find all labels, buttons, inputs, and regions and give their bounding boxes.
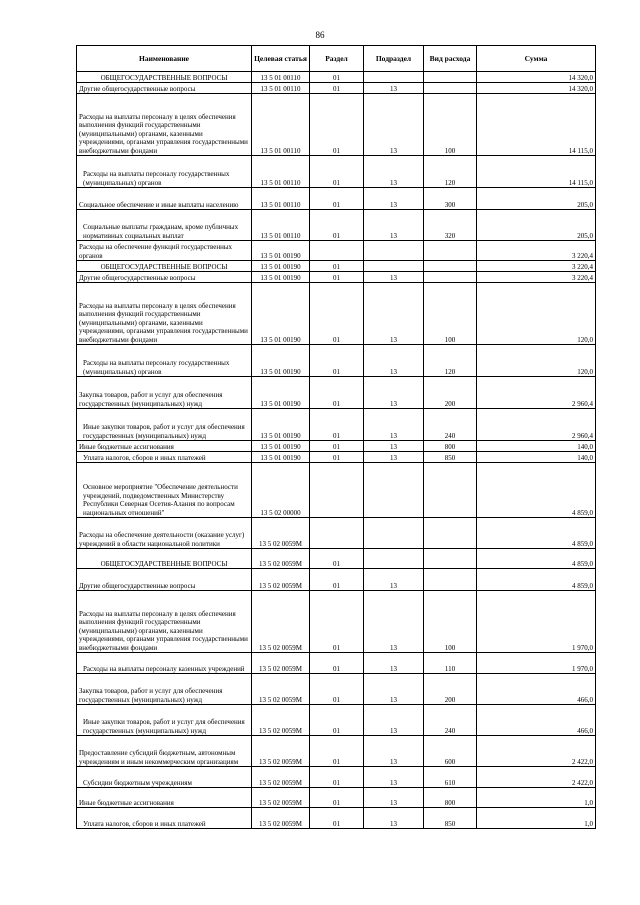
row-subsection: 13 <box>364 210 424 241</box>
header-name: Наименование <box>77 46 252 72</box>
row-expense-type: 240 <box>424 705 477 736</box>
row-target-code: 13 5 02 0059M <box>252 591 310 653</box>
row-section: 01 <box>310 409 364 441</box>
row-amount: 140,0 <box>477 452 596 463</box>
header-subsection: Подраздел <box>364 46 424 72</box>
table-row <box>77 283 596 345</box>
row-amount: 2 422,0 <box>477 767 596 788</box>
row-subsection: 13 <box>364 283 424 345</box>
row-section: 01 <box>310 72 364 83</box>
row-expense-type <box>424 569 477 591</box>
row-target-code: 13 5 02 0059M <box>252 808 310 829</box>
row-subsection: 13 <box>364 788 424 808</box>
table-row <box>77 518 596 549</box>
table-row <box>77 736 596 767</box>
row-amount: 4 859,0 <box>477 569 596 591</box>
table-row <box>77 83 596 94</box>
row-section: 01 <box>310 674 364 705</box>
row-name: Другие общегосударственные вопросы <box>77 83 252 94</box>
row-target-code: 13 5 01 00190 <box>252 261 310 272</box>
row-section: 01 <box>310 452 364 463</box>
row-subsection <box>364 261 424 272</box>
row-section: 01 <box>310 94 364 156</box>
table-row <box>77 591 596 653</box>
row-target-code: 13 5 01 00190 <box>252 272 310 283</box>
row-target-code: 13 5 02 0059M <box>252 705 310 736</box>
row-name: Иные закупки товаров, работ и услуг для обеспечения государственных (муниципальных) нужд <box>77 705 252 736</box>
row-amount: 466,0 <box>477 705 596 736</box>
row-expense-type: 240 <box>424 409 477 441</box>
row-expense-type: 100 <box>424 94 477 156</box>
row-subsection: 13 <box>364 94 424 156</box>
row-section: 01 <box>310 808 364 829</box>
row-name: Основное мероприятие "Обеспечение деятельности учреждений, подведомственных Министерству Республики Северная Осетия-Алания по вопросам национальных отношений" <box>77 463 252 518</box>
row-subsection <box>364 72 424 83</box>
row-section <box>310 241 364 261</box>
row-amount: 1 970,0 <box>477 653 596 674</box>
row-expense-type <box>424 463 477 518</box>
row-target-code: 13 5 02 0059M <box>252 518 310 549</box>
row-amount: 14 320,0 <box>477 72 596 83</box>
table-row <box>77 441 596 452</box>
row-name: ОБЩЕГОСУДАРСТВЕННЫЕ ВОПРОСЫ <box>77 72 252 83</box>
row-name: Другие общегосударственные вопросы <box>77 272 252 283</box>
row-name: Уплата налогов, сборов и иных платежей <box>77 452 252 463</box>
header-section: Раздел <box>310 46 364 72</box>
row-name: Предоставление субсидий бюджетным, автономным учреждениям и иным некоммерческим организациям <box>77 736 252 767</box>
row-subsection: 13 <box>364 188 424 210</box>
row-expense-type: 200 <box>424 377 477 409</box>
row-section: 01 <box>310 441 364 452</box>
table-row <box>77 94 596 156</box>
row-amount: 14 115,0 <box>477 94 596 156</box>
row-target-code: 13 5 02 0059M <box>252 788 310 808</box>
row-section: 01 <box>310 261 364 272</box>
row-amount: 140,0 <box>477 441 596 452</box>
row-amount: 1 970,0 <box>477 591 596 653</box>
row-section: 01 <box>310 788 364 808</box>
row-subsection <box>364 463 424 518</box>
row-expense-type: 200 <box>424 674 477 705</box>
row-expense-type <box>424 72 477 83</box>
row-target-code: 13 5 01 00190 <box>252 377 310 409</box>
row-section: 01 <box>310 767 364 788</box>
row-subsection: 13 <box>364 83 424 94</box>
row-target-code: 13 5 01 00190 <box>252 283 310 345</box>
row-expense-type <box>424 518 477 549</box>
row-target-code: 13 5 02 00000 <box>252 463 310 518</box>
row-name: Закупка товаров, работ и услуг для обеспечения государственных (муниципальных) нужд <box>77 377 252 409</box>
row-amount: 14 320,0 <box>477 83 596 94</box>
row-name: Расходы на выплаты персоналу государственных (муниципальных) органов <box>77 156 252 188</box>
row-expense-type: 800 <box>424 441 477 452</box>
row-name: Другие общегосударственные вопросы <box>77 569 252 591</box>
row-section: 01 <box>310 549 364 569</box>
row-expense-type: 610 <box>424 767 477 788</box>
table-row <box>77 463 596 518</box>
row-section: 01 <box>310 283 364 345</box>
row-expense-type <box>424 83 477 94</box>
row-amount: 2 960,4 <box>477 409 596 441</box>
row-expense-type <box>424 549 477 569</box>
table-row <box>77 261 596 272</box>
row-expense-type: 100 <box>424 283 477 345</box>
row-amount: 3 220,4 <box>477 261 596 272</box>
row-name: Социальное обеспечение и иные выплаты населению <box>77 188 252 210</box>
row-amount: 3 220,4 <box>477 272 596 283</box>
row-section: 01 <box>310 210 364 241</box>
row-target-code: 13 5 01 00190 <box>252 241 310 261</box>
row-name: Иные бюджетные ассигнования <box>77 788 252 808</box>
row-target-code: 13 5 01 00190 <box>252 409 310 441</box>
row-expense-type <box>424 261 477 272</box>
row-subsection: 13 <box>364 441 424 452</box>
row-expense-type: 800 <box>424 788 477 808</box>
row-target-code: 13 5 01 00110 <box>252 210 310 241</box>
row-amount: 120,0 <box>477 345 596 377</box>
row-name: Иные закупки товаров, работ и услуг для обеспечения государственных (муниципальных) нужд <box>77 409 252 441</box>
row-name: ОБЩЕГОСУДАРСТВЕННЫЕ ВОПРОСЫ <box>77 549 252 569</box>
row-subsection: 13 <box>364 272 424 283</box>
row-amount: 120,0 <box>477 283 596 345</box>
row-target-code: 13 5 01 00110 <box>252 72 310 83</box>
row-target-code: 13 5 02 0059M <box>252 674 310 705</box>
row-subsection: 13 <box>364 452 424 463</box>
row-amount: 2 422,0 <box>477 736 596 767</box>
row-subsection: 13 <box>364 767 424 788</box>
row-expense-type <box>424 272 477 283</box>
row-subsection: 13 <box>364 705 424 736</box>
row-subsection: 13 <box>364 156 424 188</box>
row-target-code: 13 5 01 00110 <box>252 156 310 188</box>
row-subsection: 13 <box>364 409 424 441</box>
row-subsection <box>364 518 424 549</box>
table-row <box>77 241 596 261</box>
row-amount: 3 220,4 <box>477 241 596 261</box>
header-target: Целевая статья <box>252 46 310 72</box>
header-row <box>77 46 596 72</box>
row-target-code: 13 5 01 00110 <box>252 188 310 210</box>
row-expense-type: 110 <box>424 653 477 674</box>
row-amount: 4 859,0 <box>477 463 596 518</box>
row-target-code: 13 5 01 00110 <box>252 83 310 94</box>
table-row <box>77 705 596 736</box>
row-name: Расходы на обеспечение функций государственных органов <box>77 241 252 261</box>
row-amount: 14 115,0 <box>477 156 596 188</box>
row-target-code: 13 5 02 0059M <box>252 569 310 591</box>
row-name: Расходы на выплаты персоналу казенных учреждений <box>77 653 252 674</box>
row-target-code: 13 5 01 00110 <box>252 94 310 156</box>
header-expense-type: Вид расхода <box>424 46 477 72</box>
table-row <box>77 210 596 241</box>
row-expense-type <box>424 241 477 261</box>
row-section <box>310 518 364 549</box>
row-section <box>310 463 364 518</box>
table-row <box>77 549 596 569</box>
row-amount: 205,0 <box>477 210 596 241</box>
table-row <box>77 272 596 283</box>
row-section: 01 <box>310 569 364 591</box>
row-expense-type: 120 <box>424 345 477 377</box>
row-subsection: 13 <box>364 377 424 409</box>
row-amount: 2 960,4 <box>477 377 596 409</box>
row-section: 01 <box>310 736 364 767</box>
table-row <box>77 156 596 188</box>
table-row <box>77 452 596 463</box>
row-amount: 4 859,0 <box>477 549 596 569</box>
table-row <box>77 653 596 674</box>
row-subsection: 13 <box>364 591 424 653</box>
row-amount: 205,0 <box>477 188 596 210</box>
row-target-code: 13 5 01 00190 <box>252 452 310 463</box>
table-row <box>77 72 596 83</box>
row-target-code: 13 5 02 0059M <box>252 653 310 674</box>
row-section: 01 <box>310 83 364 94</box>
row-section: 01 <box>310 272 364 283</box>
row-section: 01 <box>310 377 364 409</box>
row-section: 01 <box>310 591 364 653</box>
row-amount: 1,0 <box>477 808 596 829</box>
row-section: 01 <box>310 345 364 377</box>
row-subsection: 13 <box>364 808 424 829</box>
table-row <box>77 188 596 210</box>
row-expense-type: 600 <box>424 736 477 767</box>
row-target-code: 13 5 02 0059M <box>252 767 310 788</box>
table-row <box>77 674 596 705</box>
header-amount: Сумма <box>477 46 596 72</box>
table-row <box>77 409 596 441</box>
row-expense-type: 850 <box>424 808 477 829</box>
row-name: Расходы на выплаты персоналу в целях обеспечения выполнения функций государственными (муниципальными) органами, казенными учреждениями, органами управления государственными внебюджетными фондами <box>77 591 252 653</box>
row-subsection: 13 <box>364 653 424 674</box>
row-amount: 466,0 <box>477 674 596 705</box>
row-subsection: 13 <box>364 736 424 767</box>
table-row <box>77 569 596 591</box>
row-name: Иные бюджетные ассигнования <box>77 441 252 452</box>
row-expense-type: 300 <box>424 188 477 210</box>
table-row <box>77 767 596 788</box>
row-section: 01 <box>310 188 364 210</box>
row-amount: 1,0 <box>477 788 596 808</box>
row-name: Расходы на обеспечение деятельности (оказание услуг) учреждений в области национальной политики <box>77 518 252 549</box>
page-number: 86 <box>315 30 325 40</box>
row-name: Социальные выплаты гражданам, кроме публичных нормативных социальных выплат <box>77 210 252 241</box>
table-row <box>77 377 596 409</box>
row-section: 01 <box>310 705 364 736</box>
row-name: Закупка товаров, работ и услуг для обеспечения государственных (муниципальных) нужд <box>77 674 252 705</box>
row-section: 01 <box>310 653 364 674</box>
row-subsection: 13 <box>364 674 424 705</box>
row-name: ОБЩЕГОСУДАРСТВЕННЫЕ ВОПРОСЫ <box>77 261 252 272</box>
row-name: Уплата налогов, сборов и иных платежей <box>77 808 252 829</box>
row-subsection: 13 <box>364 345 424 377</box>
row-subsection <box>364 549 424 569</box>
row-name: Субсидии бюджетным учреждениям <box>77 767 252 788</box>
row-target-code: 13 5 02 0059M <box>252 736 310 767</box>
row-section: 01 <box>310 156 364 188</box>
row-amount: 4 859,0 <box>477 518 596 549</box>
table-row <box>77 345 596 377</box>
budget-table <box>76 45 596 829</box>
row-expense-type: 850 <box>424 452 477 463</box>
row-subsection: 13 <box>364 569 424 591</box>
row-expense-type: 320 <box>424 210 477 241</box>
row-expense-type: 100 <box>424 591 477 653</box>
row-target-code: 13 5 02 0059M <box>252 549 310 569</box>
table-row <box>77 788 596 808</box>
row-subsection <box>364 241 424 261</box>
row-target-code: 13 5 01 00190 <box>252 345 310 377</box>
row-name: Расходы на выплаты персоналу в целях обеспечения выполнения функций государственными (муниципальными) органами, казенными учреждениями, органами управления государственными внебюджетными фондами <box>77 283 252 345</box>
row-name: Расходы на выплаты персоналу в целях обеспечения выполнения функций государственными (муниципальными) органами, казенными учреждениями, органами управления государственными внебюджетными фондами <box>77 94 252 156</box>
row-target-code: 13 5 01 00190 <box>252 441 310 452</box>
table-row <box>77 808 596 829</box>
row-name: Расходы на выплаты персоналу государственных (муниципальных) органов <box>77 345 252 377</box>
row-expense-type: 120 <box>424 156 477 188</box>
